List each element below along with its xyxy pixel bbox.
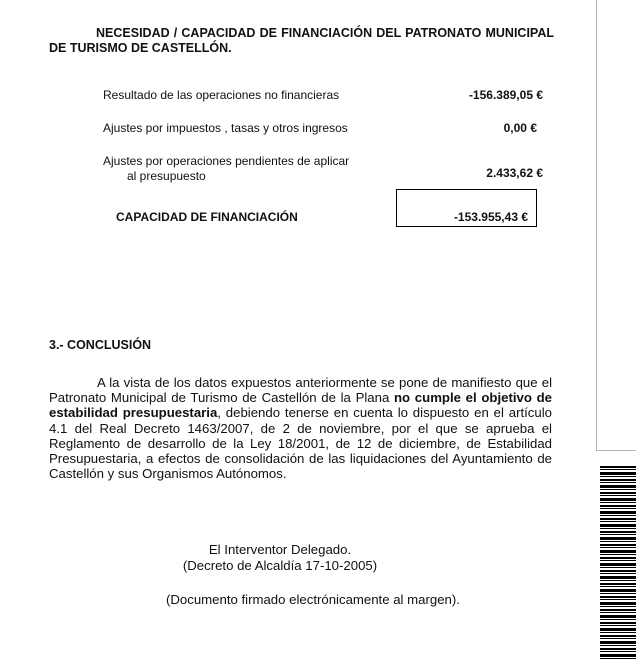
signature-note: (Documento firmado electrónicamente al margen).: [166, 592, 460, 607]
document-title: [49, 26, 554, 56]
row-label-line-1: Ajustes por operaciones pendientes de aplicar: [103, 154, 350, 168]
barcode: [600, 466, 636, 661]
title-line-2: MUNICIPAL DE TURISMO DE CASTELLÓN.: [49, 26, 554, 55]
section-heading: 3.- CONCLUSIÓN: [49, 338, 152, 352]
row-value: 0,00 €: [503, 121, 537, 135]
row-label: [103, 154, 393, 184]
row-value: 2.433,62 €: [486, 166, 543, 180]
title-line-1: NECESIDAD / CAPACIDAD DE FINANCIACIÓN DEL PATRONATO: [96, 26, 482, 40]
row-label: Ajustes por impuestos , tasas y otros ingresos: [103, 121, 348, 135]
signatory-role: El Interventor Delegado.: [208, 542, 352, 557]
total-box: [396, 189, 537, 227]
total-value: -153.955,43 €: [453, 210, 528, 224]
row-label: Resultado de las operaciones no financieras: [103, 88, 340, 102]
conclusion-text-start: A la vista de los datos expuestos anteriormente se pone de manifiesto que el Patronato Municipal de Turismo de Castellón de la Plana: [49, 375, 552, 406]
signatory-decree: (Decreto de Alcaldía 17-10-2005): [182, 558, 378, 573]
conclusion-paragraph: [49, 375, 552, 481]
conclusion-text-end: , debiendo tenerse en cuenta lo dispuesto en el artículo 4.1 del Real Decreto 1463/2007, de 2 de noviembre, por el que se aprueba el Reglamento de desarrollo de la Ley 18/2001, de 12 de diciembre, de Estabilidad Presupuestaria, a efectos de consolidación de las liquidaciones del Ayuntamiento de Castellón y sus Organismos Autónomos.: [49, 405, 552, 482]
row-label-line-2: al presupuesto: [127, 169, 206, 183]
margin-panel: [596, 0, 636, 451]
row-value: -156.389,05 €: [468, 88, 543, 102]
conclusion-text-bold: no cumple el objetivo de estabilidad presupuestaria: [49, 390, 552, 421]
total-label: CAPACIDAD DE FINANCIACIÓN: [116, 210, 298, 224]
